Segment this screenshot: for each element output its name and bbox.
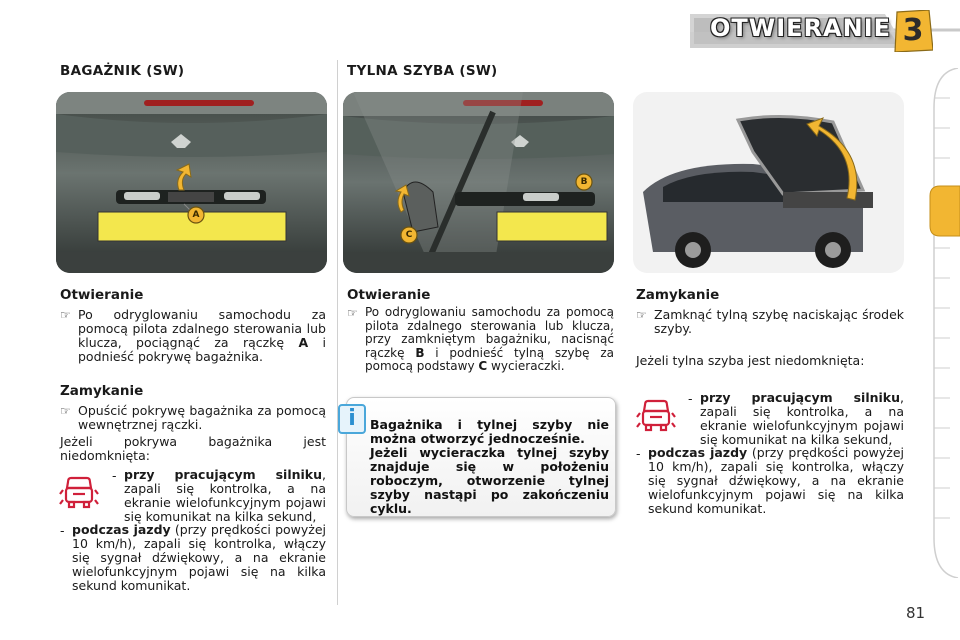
dash: - (112, 468, 117, 483)
dash: - (688, 391, 693, 406)
info-line-2: Jeżeli wycieraczka tylnej szyby znajduje się w położeniu roboczym, otworzenie tylnej szyby nastąpi po zakończeniu cyklu. (370, 445, 609, 516)
left-open-text: Po odryglowaniu samochodu za pomocą pilota zdalnego sterowania lub klucza, pociągnąć za rączkę A i podnieść pokrywę bagażnika. (78, 307, 326, 364)
dash: - (636, 446, 641, 461)
middle-open-heading: Otwieranie (347, 287, 431, 303)
trunk-photo (56, 92, 327, 273)
callout-a-label: A (192, 210, 200, 220)
left-close-heading: Zamykanie (60, 383, 144, 399)
page-number: 81 (906, 604, 926, 622)
left-engine-running-item: przy pracującym silniku, zapali się kontrolka, a na ekranie wielofunkcyjnym pojawi się komunikat na kilka sekund, (124, 467, 326, 524)
callout-b-label: B (580, 177, 588, 187)
callout-c-label: C (405, 230, 413, 240)
middle-open-text: Po odryglowaniu samochodu za pomocą pilota zdalnego sterowania lub klucza, przy zamkniętym bagażniku, nacisnąć rączkę B i podnieść tylną szybę za pomocą podstawy C wycieraczki. (365, 305, 614, 373)
left-driving-item: podczas jazdy (przy prędkości powyżej 10 km/h), zapali się kontrolka, włączy się sygnał dźwiękowy, a na ekranie wielofunkcyjnym pojawi się na kilka sekund komunikat. (72, 522, 326, 593)
bullet-icon: ☞ (60, 404, 71, 418)
chapter-tabs (928, 68, 960, 578)
info-icon-glyph: i (348, 406, 356, 431)
column-divider (337, 60, 338, 605)
section-title-rear-window: TYLNA SZYBA (SW) (347, 63, 498, 79)
left-open-heading: Otwieranie (60, 287, 144, 303)
page-header (0, 0, 960, 62)
dash: - (60, 523, 65, 538)
section-title-trunk: BAGAŻNIK (SW) (60, 63, 185, 79)
left-close-text: Opuścić pokrywę bagażnika za pomocą wewnętrznej rączki. (78, 403, 326, 432)
bullet-icon: ☞ (347, 306, 358, 320)
open-door-warning-icon (636, 395, 676, 435)
open-door-warning-icon (59, 472, 99, 512)
bullet-icon: ☞ (636, 308, 647, 322)
info-line-1: Bagażnika i tylnej szyby nie można otworzyć jednocześnie. (370, 417, 609, 446)
right-driving-item: podczas jazdy (przy prędkości powyżej 10 km/h), zapali się kontrolka, włączy się sygnał dźwiękowy, a na ekranie wielofunkcyjnym pojawi się na kilka sekund komunikat. (648, 445, 904, 516)
rear-window-open-photo (633, 92, 904, 273)
right-engine-running-item: przy pracującym silniku, zapali się kontrolka, a na ekranie wielofunkcyjnym pojawi się komunikat na kilka sekund, (700, 390, 904, 447)
left-close-note: Jeżeli pokrywa bagażnika jest niedomknięta: (60, 434, 326, 463)
bullet-icon: ☞ (60, 308, 71, 322)
right-close-text: Zamknąć tylną szybę naciskając środek szyby. (654, 307, 904, 336)
chapter-number: 3 (902, 13, 924, 48)
page-title: OTWIERANIE (710, 14, 892, 42)
right-close-heading: Zamykanie (636, 287, 720, 303)
right-close-note: Jeżeli tylna szyba jest niedomknięta: (636, 353, 865, 368)
